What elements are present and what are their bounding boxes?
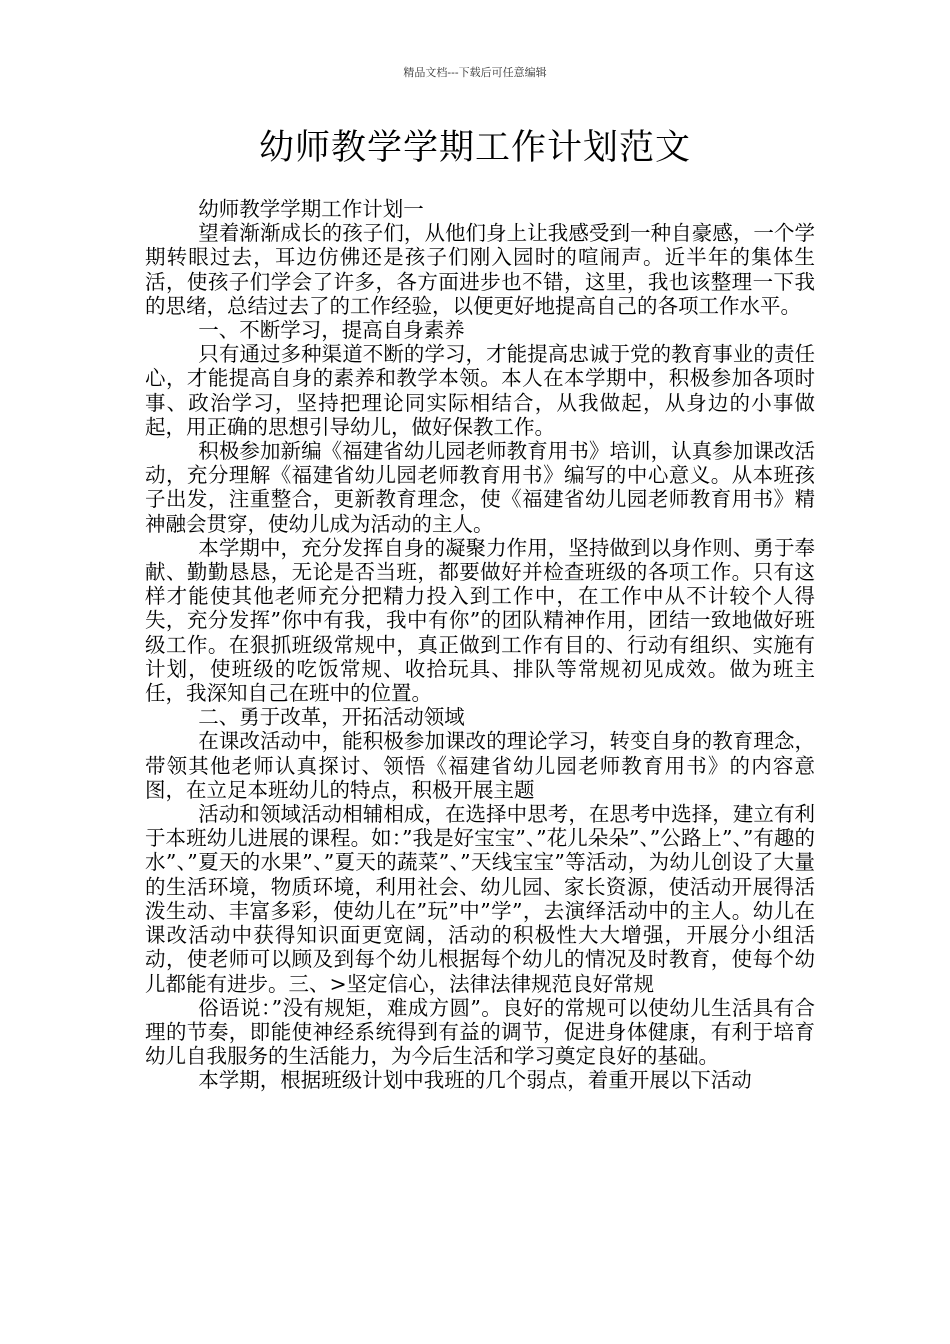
body-paragraph: 本学期中，充分发挥自身的凝聚力作用，坚持做到以身作则、勇于奉献、勤勤恳恳，无论是否当班，都要做好并检查班级的各项工作。只有这样才能使其他老师充分把精力投入到工作中，在工作中从不计较个人得失，充分发挥”你中有我，我中有你”的团队精神作用，团结一致地做好班级工作。在狠抓班级常规中，真正做到工作有目的、行动有组织、实施有计划，使班级的吃饭常规、收拾玩具、排队等常规初见成效。做为班主任，我深知自己在班中的位置。 [145,535,815,706]
header-note: 精品文档---下载后可任意编辑 [403,66,547,79]
intro-paragraph: 望着渐渐成长的孩子们，从他们身上让我感受到一种自豪感，一个学期转眼过去，耳边仿佛还是孩子们刚入园时的喧闹声。近半年的集体生活，使孩子们学会了许多，各方面进步也不错，这里，我也该整理一下我的思绪，总结过去了的工作经验，以便更好地提高自己的各项工作水平。 [145,221,815,318]
body-paragraph: 俗语说：”没有规矩，难成方圆”。良好的常规可以使幼儿生活具有合理的节奏，即能使神经系统得到有益的调节，促进身体健康，有利于培育幼儿自我服务的生活能力，为今后生活和学习奠定良好的基础。 [145,995,815,1069]
body-paragraph: 活动和领域活动相辅相成，在选择中思考，在思考中选择，建立有利于本班幼儿进展的课程。如：”我是好宝宝”、”花儿朵朵”、”公路上”、”有趣的水”、”夏天的水果”、”夏天的蔬菜”、”天线宝宝”等活动，为幼儿创设了大量的生活环境，物质环境，利用社会、幼儿园、家长资源，使活动开展得活泼生动、丰富多彩，使幼儿在”玩”中”学”，去演绎活动中的主人。幼儿在课改活动中获得知识面更宽阔，活动的积极性大大增强，开展分小组活动，使老师可以顾及到每个幼儿根据每个幼儿的情况及时教育，使每个幼儿都能有进步。三、>坚定信心，法律法律规范良好常规 [145,802,815,996]
body-paragraph: 在课改活动中，能积极参加课改的理论学习，转变自身的教育理念，带领其他老师认真探讨、领悟《福建省幼儿园老师教育用书》的内容意图，在立足本班幼儿的特点，积极开展主题 [145,729,815,802]
document-title: 幼师教学学期工作计划范文 [258,128,691,168]
section-heading-1: 一、不断学习，提高自身素养 [198,318,465,343]
subtitle-paragraph: 幼师教学学期工作计划一 [198,197,424,221]
document-body [145,197,815,1093]
section-heading-2: 二、勇于改革，开拓活动领域 [198,705,465,730]
body-paragraph: 本学期，根据班级计划中我班的几个弱点，着重开展以下活动 [198,1068,752,1093]
body-paragraph: 积极参加新编《福建省幼儿园老师教育用书》培训，认真参加课改活动，充分理解《福建省幼儿园老师教育用书》编写的中心意义。从本班孩子出发，注重整合，更新教育理念，使《福建省幼儿园老师教育用书》精神融会贯穿，使幼儿成为活动的主人。 [145,439,815,536]
body-paragraph: 只有通过多种渠道不断的学习，才能提高忠诚于党的教育事业的责任心，才能提高自身的素养和教学本领。本人在本学期中，积极参加各项时事、政治学习，坚持把理论同实际相结合，从我做起，从身边的小事做起，用正确的思想引导幼儿，做好保教工作。 [145,342,815,439]
